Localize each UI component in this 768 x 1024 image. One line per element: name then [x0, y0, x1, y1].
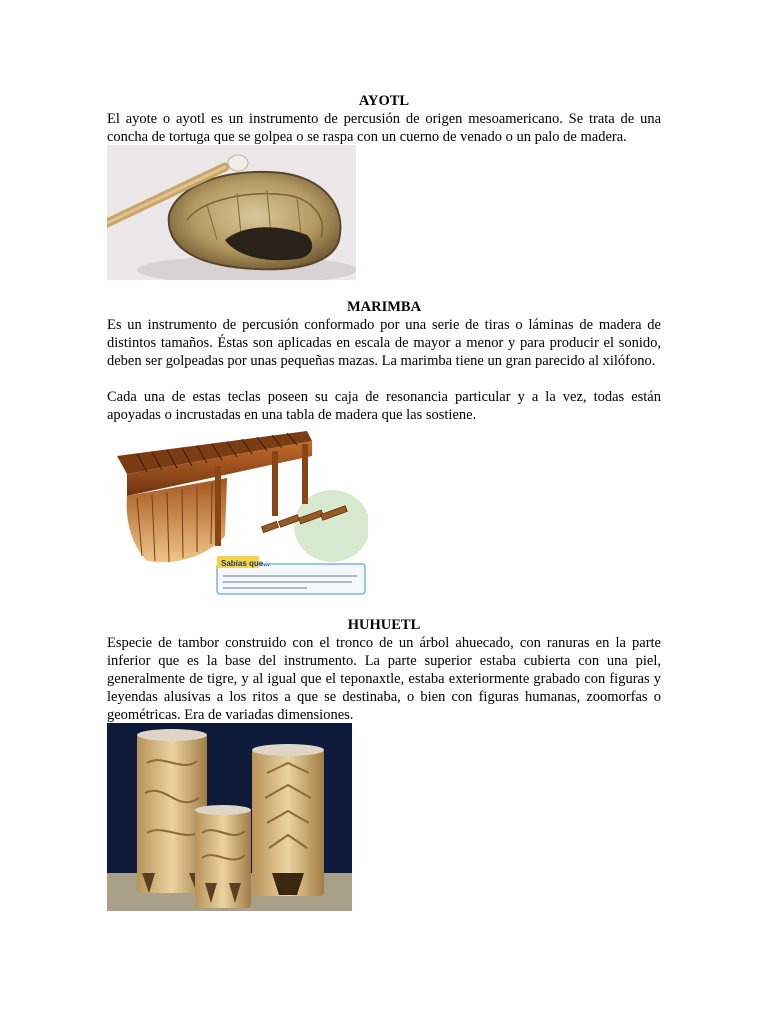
section-title-marimba: MARIMBA — [346, 299, 422, 315]
huhuetl-description: Especie de tambor construido con el tronco de un árbol ahuecado, con ranuras en la parte inferior que es la base del instrumento. La parte superior estaba cubierta con una piel, generalmente de tigre, y al igual que el teponaxtle, estaba exteriormente grabado con figuras y leyendas alusivas a los ritos a que se destinaba, o bien con figuras humanas, zoomorfas o geométricas. Era de variadas dimensiones. — [107, 635, 661, 723]
ayotl-description: El ayote o ayotl es un instrumento de percusión de origen mesoamericano. Se trata de una concha de tortuga que se golpea o se raspa con un cuerno de venado o un palo de madera. — [107, 111, 661, 145]
ayotl-turtle-shell-photo — [107, 145, 356, 280]
section-title-ayotl: AYOTL — [358, 93, 410, 109]
marimba-description: Es un instrumento de percusión conformado por una serie de tiras o láminas de madera de distintos tamaños. Éstas son aplicadas en escala de mayor a menor y para producir el sonido, deben ser golpeadas por unas pequeñas mazas. La marimba tiene un gran parecido al xilófono. — [107, 317, 661, 369]
huhuetl-drums-photo — [107, 723, 352, 911]
marimba-illustration — [107, 426, 368, 596]
marimba-figure-caption: Sabías que... — [221, 559, 270, 568]
marimba-description-2: Cada una de estas teclas poseen su caja de resonancia particular y a la vez, todas están apoyadas o incrustadas en una tabla de madera que las sostiene. — [107, 389, 661, 423]
section-title-huhuetl: HUHUETL — [347, 617, 421, 633]
